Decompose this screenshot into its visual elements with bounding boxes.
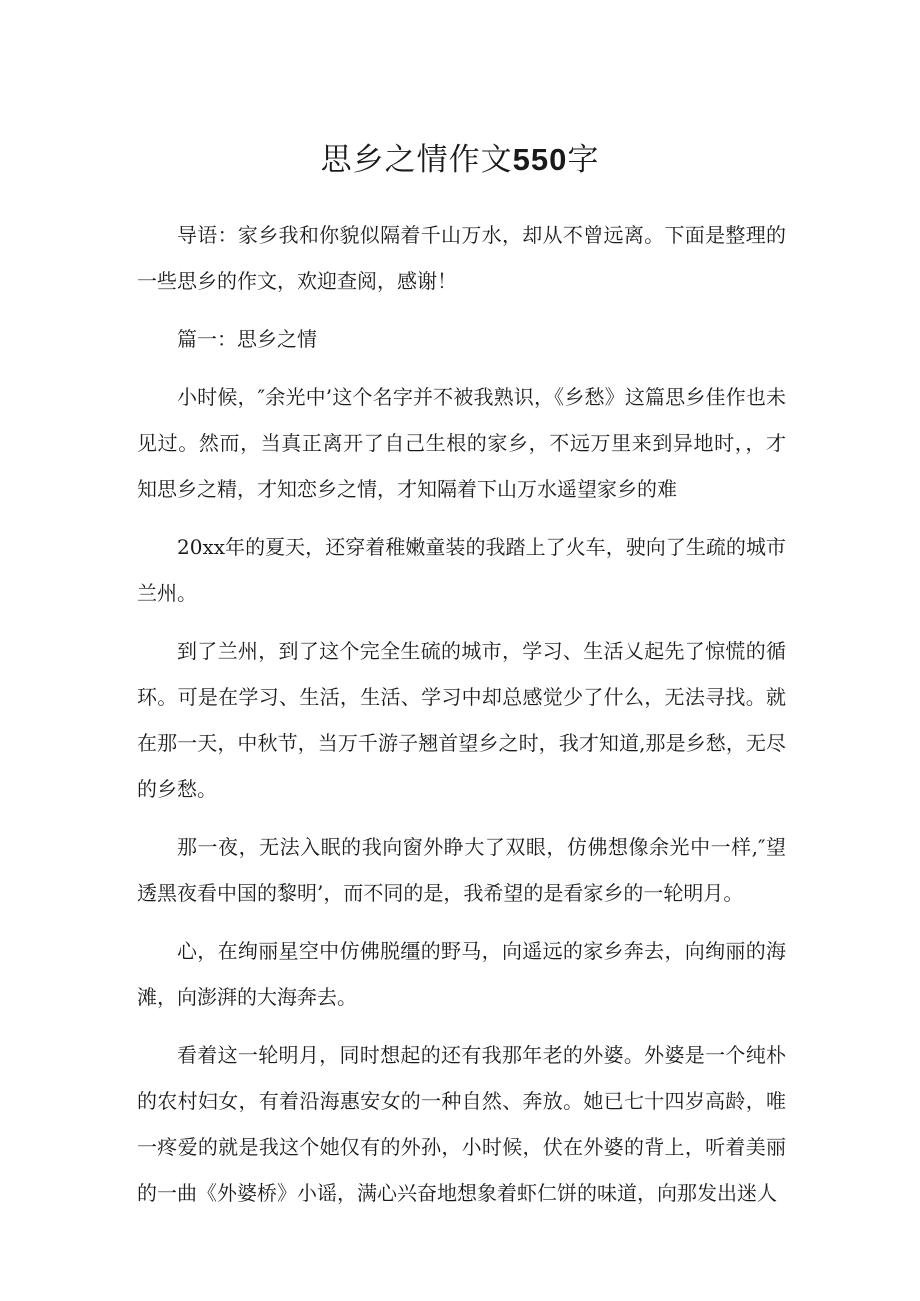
document-body [137, 212, 786, 1228]
paragraph-intro: 导语：家乡我和你貌似隔着千山万水，却从不曾远离。下面是整理的一些思乡的作文，欢迎查阅，感谢！ [137, 223, 786, 293]
section-heading: 篇一：思乡之情 [177, 327, 317, 351]
paragraph: 心，在绚丽星空中仿佛脱缰的野马，向遥远的家乡奔去，向绚丽的海滩，向澎湃的大海奔去。 [137, 939, 786, 1009]
title-number: 550 [512, 142, 568, 177]
paragraph: 小时候，″余光中’这个名字并不被我熟识，《乡愁》这篇思乡佳作也未见过。然而，当真正离开了自己生根的家乡，不远万里来到异地时，，才知思乡之精，才知恋乡之情，才知隔着下山万水遥望家乡的难 [137, 385, 786, 501]
paragraph: 看着这一轮明月，同时想起的还有我那年老的外婆。外婆是一个纯朴的农村妇女，有着沿海惠安女的一种自然、奔放。她已七十四岁高龄，唯一疼爱的就是我这个她仅有的外孙，小时候，伏在外婆的背上，听着美丽的一曲《外婆桥》小谣，满心兴奋地想象着虾仁饼的味道，向那发出迷人 [137, 1043, 786, 1205]
paragraph: 那一夜，无法入眠的我向窗外睁大了双眼，仿佛想像余光中一样,″望透黑夜看中国的黎明’，而不同的是，我希望的是看家乡的一轮明月。 [137, 835, 786, 905]
document-title [0, 136, 920, 184]
paragraph: 到了兰州，到了这个完全生硫的城市，学习、生活乂起先了惊慌的循环。可是在学习、生活，生活、学习中却总感觉少了什么，无法寻找。就在那一天，中秋节，当万千游子翘首望乡之时，我才知道,那是乡愁，无尽的乡愁。 [137, 639, 786, 801]
title-text: 思乡之情作文 [320, 142, 513, 178]
paragraph: 20xx年的夏天，还穿着稚嫩童装的我踏上了火车，驶向了生疏的城市兰州。 [137, 535, 786, 605]
title-suffix: 字 [567, 142, 600, 178]
